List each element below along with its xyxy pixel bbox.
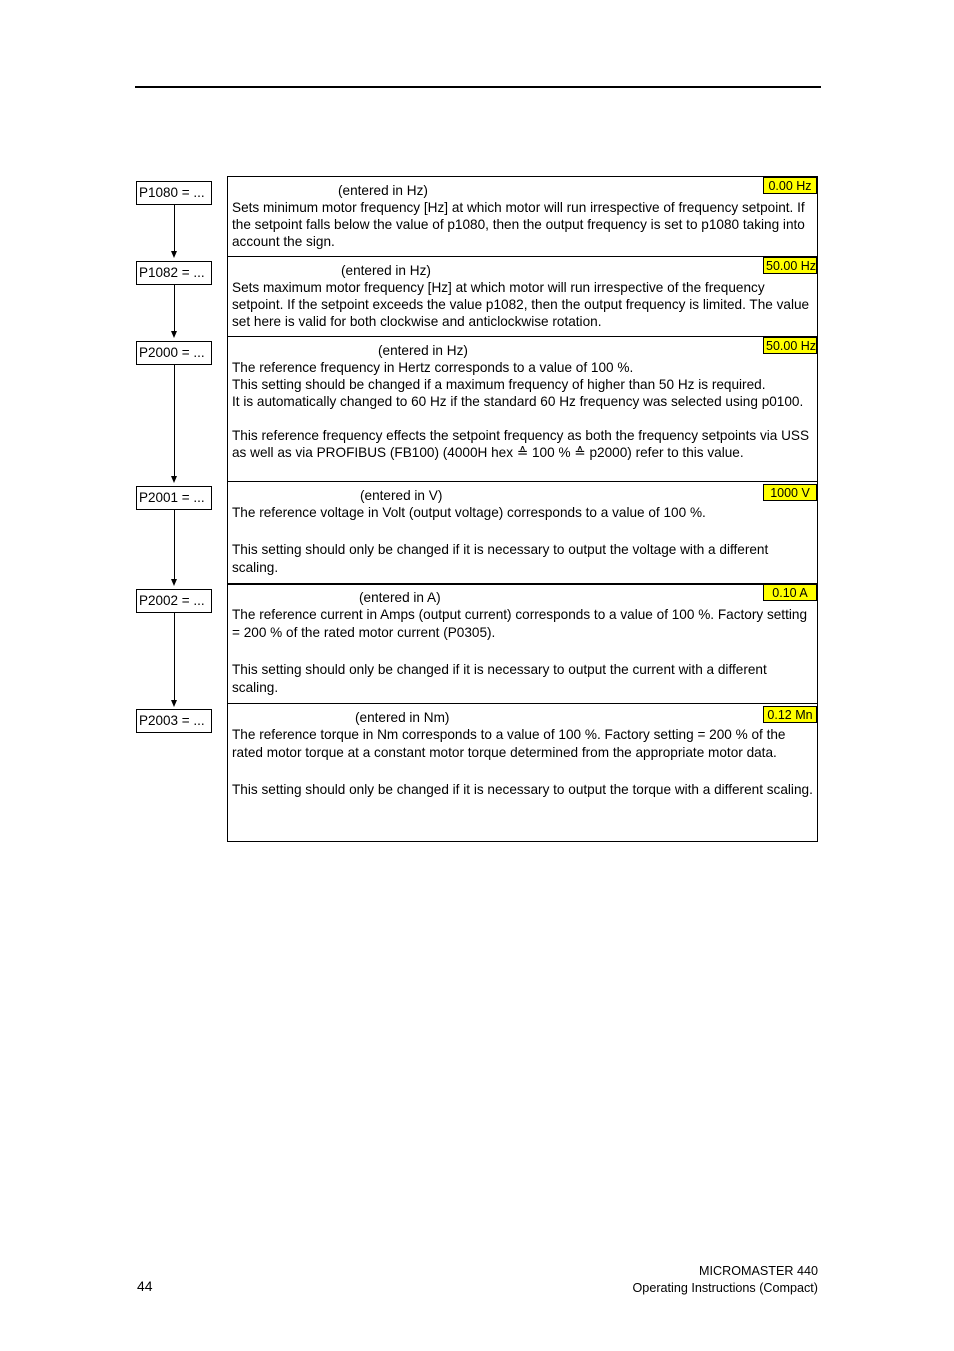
arrow-down-icon bbox=[171, 331, 177, 338]
param-unit: (entered in A) bbox=[359, 590, 441, 605]
description-paragraph: Sets minimum motor frequency [Hz] at which motor will run irrespective of frequency setpoint. If the setpoint falls below the value of p1080, then the output frequency is set to p1080 taking into account the sign. bbox=[232, 200, 805, 249]
param-box-p2002: P2002 = ... bbox=[136, 589, 212, 613]
param-unit: (entered in Hz) bbox=[378, 343, 468, 358]
param-description bbox=[228, 606, 817, 697]
arrow-down-icon bbox=[171, 476, 177, 483]
param-panel-p2001 bbox=[227, 481, 818, 585]
description-paragraph: This setting should be changed if a maximum frequency of higher than 50 Hz is required. bbox=[232, 377, 766, 392]
header-rule bbox=[135, 86, 821, 88]
description-paragraph: This setting should only be changed if it is necessary to output the torque with a different scaling. bbox=[232, 782, 813, 797]
flow-line bbox=[174, 613, 175, 700]
arrow-down-icon bbox=[171, 251, 177, 258]
flow-line bbox=[174, 205, 175, 252]
default-value-badge: 50.00 Hz bbox=[763, 337, 817, 354]
param-box-p2001: P2001 = ... bbox=[136, 486, 212, 510]
param-description bbox=[228, 279, 817, 330]
param-box-p1080: P1080 = ... bbox=[136, 181, 212, 205]
footer bbox=[633, 1263, 818, 1297]
param-unit: (entered in Nm) bbox=[355, 710, 450, 725]
param-description bbox=[228, 504, 817, 577]
param-description bbox=[228, 199, 817, 250]
description-paragraph: The reference torque in Nm corresponds to a value of 100 %. Factory setting = 200 % of the rated motor torque at a constant motor torque determined from the appropriate motor data. bbox=[232, 727, 786, 760]
default-value-badge: 1000 V bbox=[763, 484, 817, 501]
description-paragraph: The reference voltage in Volt (output voltage) corresponds to a value of 100 %. bbox=[232, 505, 706, 520]
description-paragraph: This setting should only be changed if it is necessary to output the current with a different scaling. bbox=[232, 662, 767, 695]
param-panel-p1082 bbox=[227, 256, 818, 337]
flow-line bbox=[174, 365, 175, 477]
description-paragraph: It is automatically changed to 60 Hz if the standard 60 Hz frequency was selected using p0100. bbox=[232, 394, 804, 409]
flow-line bbox=[174, 285, 175, 332]
param-panel-p2002 bbox=[227, 583, 818, 704]
param-description bbox=[228, 359, 817, 461]
description-paragraph: The reference current in Amps (output current) corresponds to a value of 100 %. Factory setting = 200 % of the rated motor current (P0305). bbox=[232, 607, 807, 640]
param-box-p2003: P2003 = ... bbox=[136, 709, 212, 733]
description-paragraph: Sets maximum motor frequency [Hz] at which motor will run irrespective of the frequency setpoint. If the setpoint exceeds the value p1082, then the output frequency is limited. The value set here is valid for both clockwise and anticlockwise rotation. bbox=[232, 280, 810, 329]
page-number: 44 bbox=[137, 1278, 153, 1294]
param-panel-p2003 bbox=[227, 703, 818, 842]
footer-doc-title: Operating Instructions (Compact) bbox=[632, 1281, 818, 1295]
param-box-p1082: P1082 = ... bbox=[136, 261, 212, 285]
description-paragraph: The reference frequency in Hertz corresponds to a value of 100 %. bbox=[232, 360, 634, 375]
param-panel-p2000 bbox=[227, 336, 818, 482]
default-value-badge: 0.12 Mn bbox=[763, 706, 817, 723]
param-box-p2000: P2000 = ... bbox=[136, 341, 212, 365]
arrow-down-icon bbox=[171, 579, 177, 586]
param-unit: (entered in Hz) bbox=[341, 263, 431, 278]
param-unit: (entered in V) bbox=[360, 488, 443, 503]
description-paragraph: This reference frequency effects the setpoint frequency as both the frequency setpoints via USS as well as via PROFIBUS (FB100) (4000H hex ≙ 100 % ≙ p2000) refer to this value. bbox=[232, 428, 810, 460]
default-value-badge: 50.00 Hz bbox=[763, 257, 817, 274]
flow-line bbox=[174, 510, 175, 580]
default-value-badge: 0.00 Hz bbox=[763, 177, 817, 194]
param-description bbox=[228, 726, 817, 799]
description-paragraph: This setting should only be changed if it is necessary to output the voltage with a different scaling. bbox=[232, 542, 769, 575]
param-panel-p1080 bbox=[227, 176, 818, 257]
param-unit: (entered in Hz) bbox=[338, 183, 428, 198]
arrow-down-icon bbox=[171, 700, 177, 707]
footer-product: MICROMASTER 440 bbox=[699, 1264, 818, 1278]
default-value-badge: 0.10 A bbox=[763, 584, 817, 601]
